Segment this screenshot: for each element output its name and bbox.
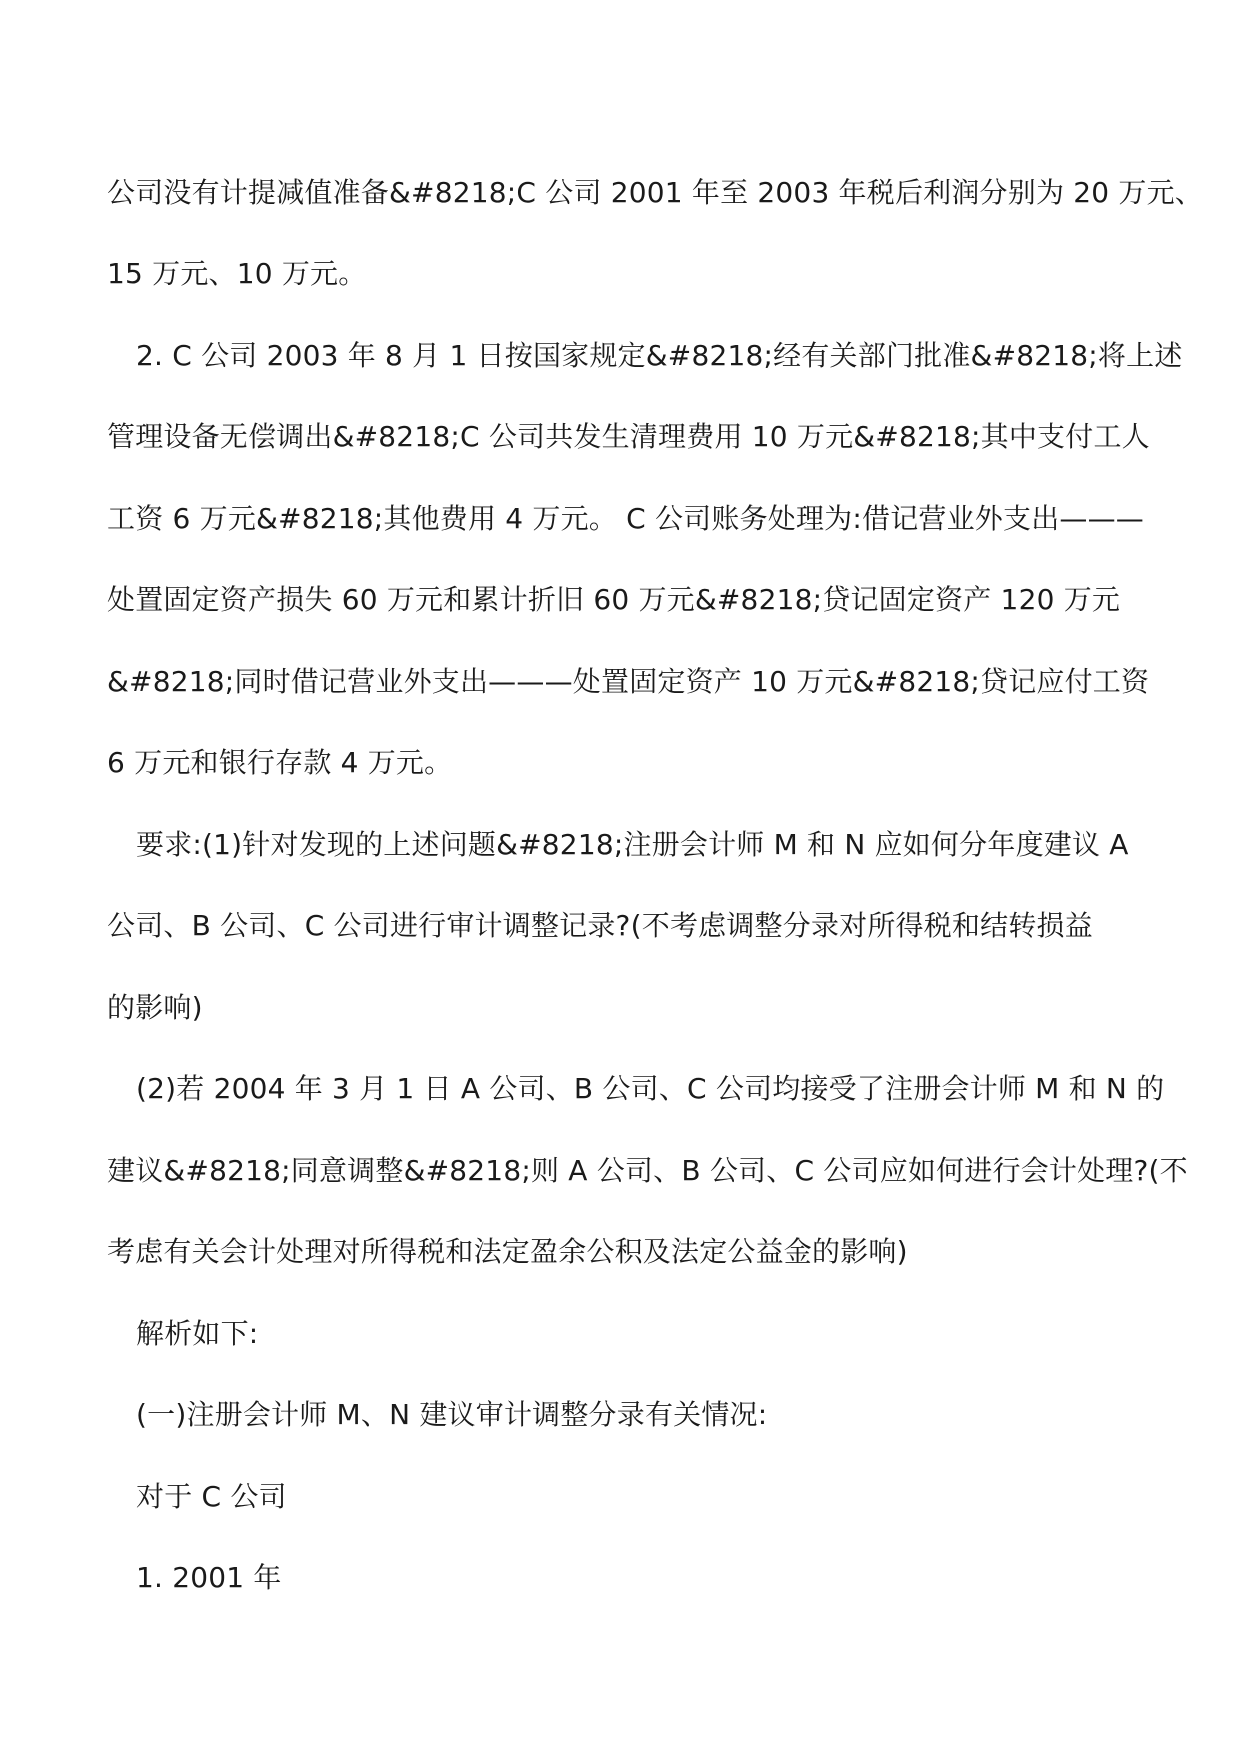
text-line-7: &#8218;同时借记营业外支出———处置固定资产 10 万元&#8218;贷记应付工资 — [107, 665, 1150, 698]
text-line-15: 解析如下: — [136, 1317, 259, 1350]
text-line-17: 对于 C 公司 — [136, 1480, 287, 1513]
text-line-2: 15 万元、10 万元。 — [107, 257, 367, 290]
text-line-16: (一)注册会计师 M、N 建议审计调整分录有关情况: — [136, 1398, 768, 1431]
text-line-12: (2)若 2004 年 3 月 1 日 A 公司、B 公司、C 公司均接受了注册会计师 M 和 N 的 — [136, 1072, 1165, 1105]
text-line-3: 2. C 公司 2003 年 8 月 1 日按国家规定&#8218;经有关部门批准&#8218;将上述 — [136, 339, 1183, 372]
text-line-8: 6 万元和银行存款 4 万元。 — [107, 746, 453, 779]
text-line-18: 1. 2001 年 — [136, 1561, 282, 1594]
text-line-5: 工资 6 万元&#8218;其他费用 4 万元。 C 公司账务处理为:借记营业外支出——— — [107, 502, 1145, 535]
text-line-10: 公司、B 公司、C 公司进行审计调整记录?(不考虑调整分录对所得税和结转损益 — [107, 909, 1093, 942]
text-line-14: 考虑有关会计处理对所得税和法定盈余公积及法定公益金的影响) — [107, 1235, 908, 1268]
text-line-11: 的影响) — [107, 991, 203, 1024]
text-line-6: 处置固定资产损失 60 万元和累计折旧 60 万元&#8218;贷记固定资产 120 万元 — [107, 583, 1121, 616]
text-line-9: 要求:(1)针对发现的上述问题&#8218;注册会计师 M 和 N 应如何分年度建议 A — [136, 828, 1129, 861]
text-line-13: 建议&#8218;同意调整&#8218;则 A 公司、B 公司、C 公司应如何进行会计处理?(不 — [107, 1154, 1188, 1187]
text-line-1: 公司没有计提减值准备&#8218;C 公司 2001 年至 2003 年税后利润分别为 20 万元、 — [107, 176, 1203, 209]
text-line-4: 管理设备无偿调出&#8218;C 公司共发生清理费用 10 万元&#8218;其中支付工人 — [107, 420, 1150, 453]
